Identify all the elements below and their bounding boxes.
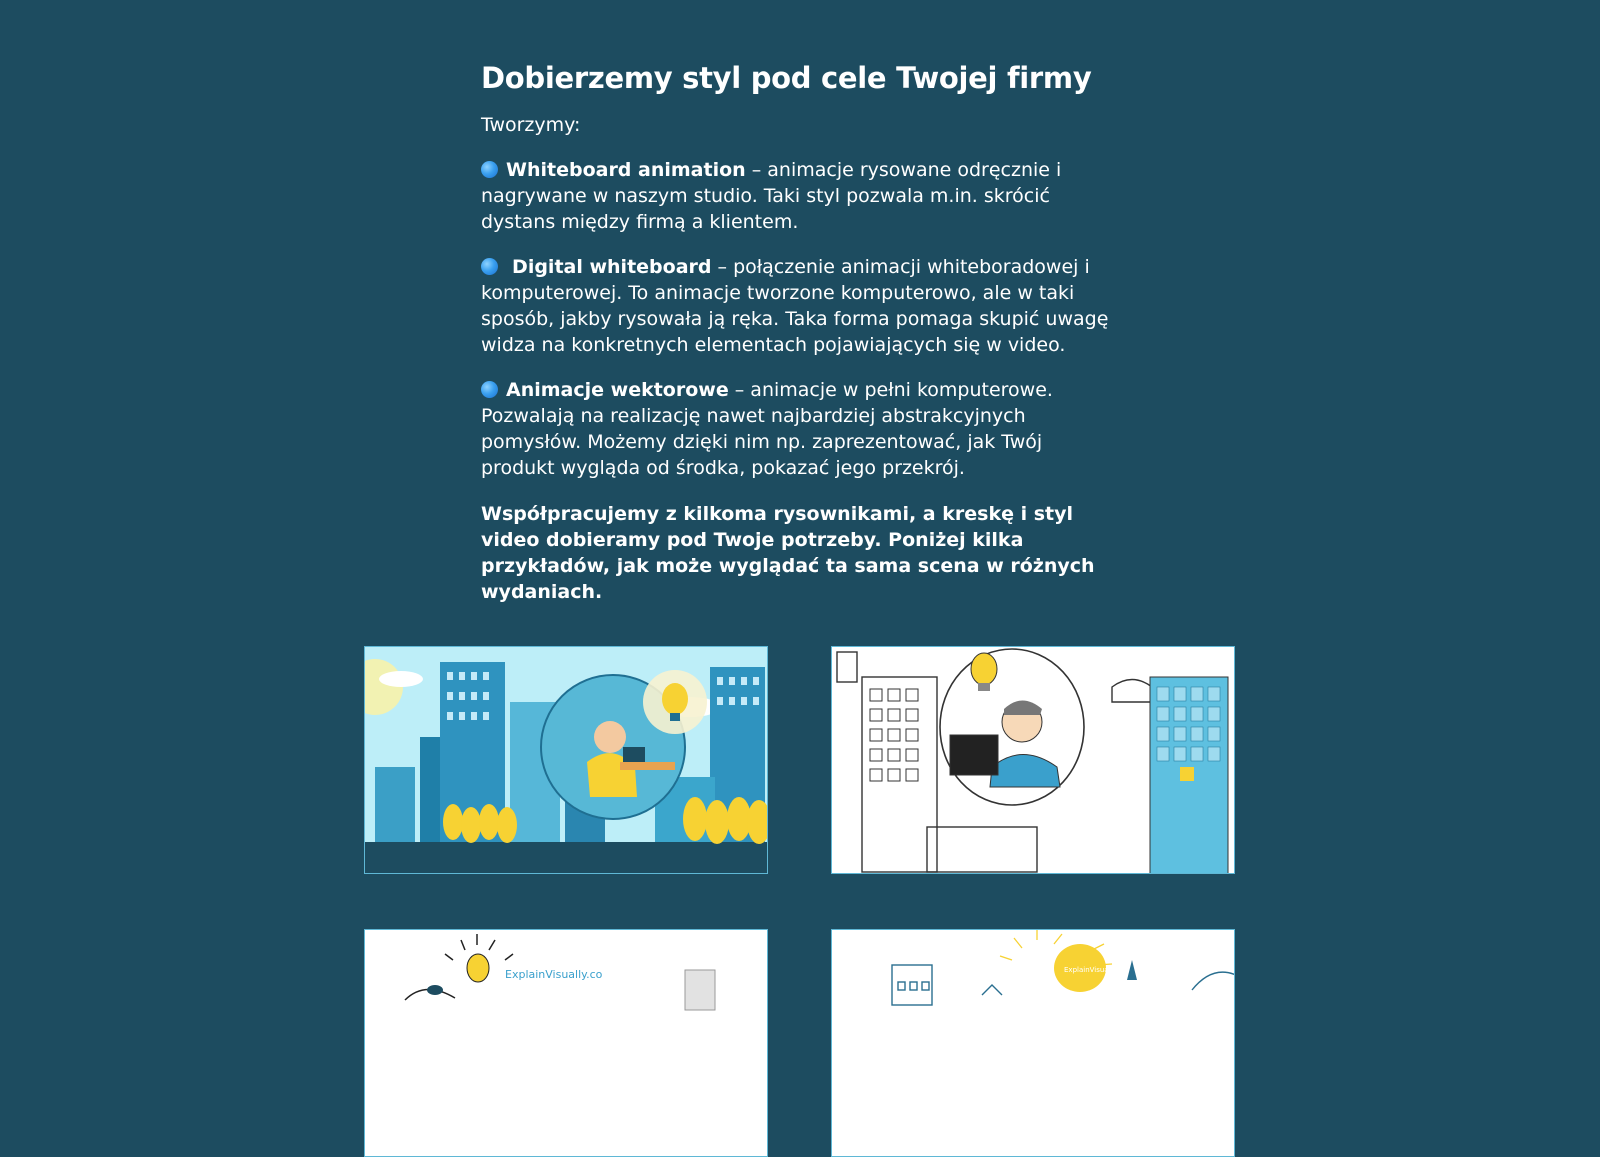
blue-circle-icon: [481, 161, 498, 178]
item-text: – połączenie animacji whiteboradowej i komputerowej. To animacje tworzone komputerowo, ale w taki sposób, jakby rysowała ją ręka. Taka forma pomaga skupić uwagę widza na konkretnych elementach pojawiających się w video.: [481, 255, 1109, 356]
list-item: [481, 157, 1121, 235]
item-text: – animacje rysowane odręcznie i nagrywane w naszym studio. Taki styl pozwala m.in. skrócić dystans między firmą a klientem.: [481, 158, 1062, 233]
example-image-vector[interactable]: [364, 646, 768, 874]
explainvisually-logo: ExplainVisually.co: [505, 968, 603, 981]
main-content: [481, 60, 1121, 605]
example-image-sketch[interactable]: [831, 929, 1235, 1157]
page-title: Dobierzemy styl pod cele Twojej firmy: [481, 61, 1092, 95]
example-image-whiteboard[interactable]: [364, 929, 768, 1157]
closing-text: Współpracujemy z kilkoma rysownikami, a kreskę i styl video dobieramy pod Twoje potrzeby. Poniżej kilka przykładów, jak może wyglądać ta sama scena w różnych wydaniach.: [481, 502, 1095, 603]
city-illustration-digital: [832, 647, 1235, 874]
intro-text: Tworzymy:: [481, 113, 581, 136]
item-title: Animacje wektorowe: [506, 378, 729, 401]
blue-circle-icon: [481, 381, 498, 398]
list-item: [481, 254, 1121, 358]
city-illustration-vector: [365, 647, 768, 874]
explainvisually-badge: ExplainVisually: [1064, 966, 1117, 974]
example-image-digital-whiteboard[interactable]: [831, 646, 1235, 874]
item-text: – animacje w pełni komputerowe. Pozwalają na realizację nawet najbardziej abstrakcyjnych pomysłów. Możemy dzięki nim np. zaprezentować, jak Twój produkt wygląda od środka, pokazać jego przekrój.: [481, 378, 1053, 479]
list-item: [481, 377, 1121, 481]
item-title: Whiteboard animation: [506, 158, 746, 181]
city-illustration-whiteboard: [365, 930, 768, 1157]
city-illustration-sketch: [832, 930, 1235, 1157]
blue-circle-icon: [481, 258, 498, 275]
item-title: Digital whiteboard: [512, 255, 712, 278]
